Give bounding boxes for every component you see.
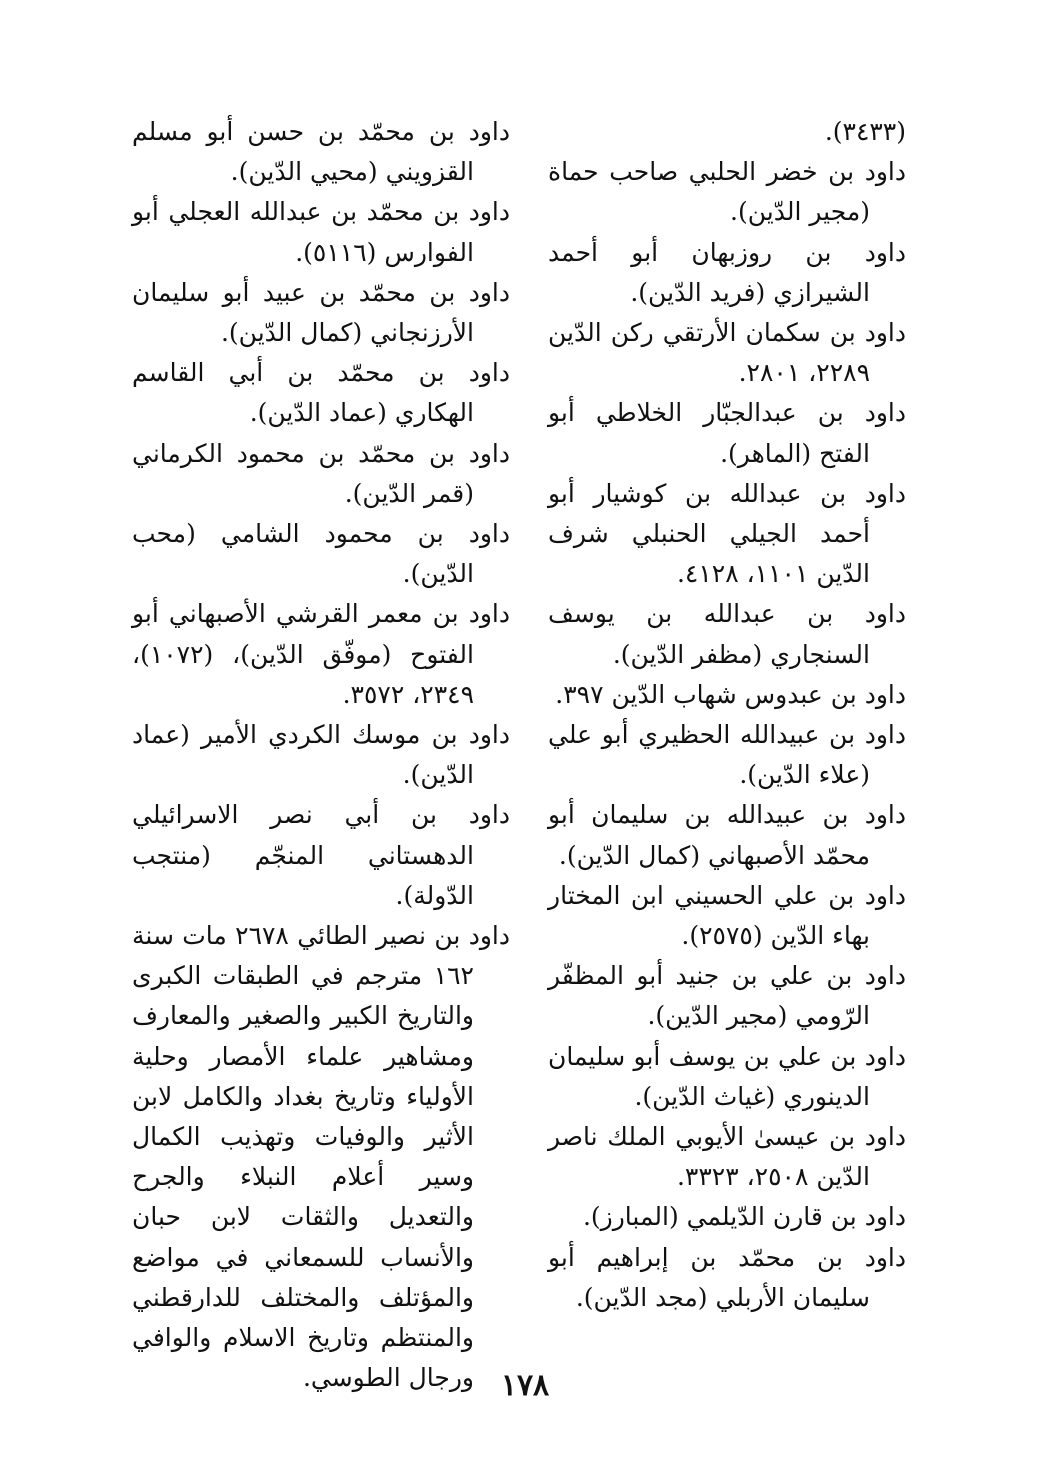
index-entry: داود بن عبيدالله بن سليمان أبو محمّد الأصبهاني (كمال الدّين).	[548, 800, 906, 870]
page-number: ١٧٨	[500, 1368, 550, 1403]
index-entry: داود بن محمّد بن إبراهيم أبو سليمان الأربلي (مجد الدّين).	[548, 1242, 906, 1312]
index-entry: داود بن عبدالله بن كوشيار أبو أحمد الجيلي الحنبلي شرف الدّين ١١٠١، ٤١٢٨.	[548, 478, 906, 589]
index-entry: داود بن معمر القرشي الأصبهاني أبو الفتوح (موفّق الدّين)، (١٠٧٢)، ٢٣٤٩، ٣٥٧٢.	[132, 599, 510, 709]
index-entry: داود بن نصير الطائي ٢٦٧٨ مات سنة ١٦٢ مترجم في الطبقات الكبرى والتاريخ الكبير والصغير والمعارف ومشاهير علماء الأمصار وحلية الأولياء وتاريخ بغداد والكامل لابن الأثير والوفيات وتهذيب الكمال وسير أعلام النبلاء والجرح والتعديل والثقات لابن حبان والأنساب للسمعاني في مواضع والمؤتلف والمختلف للدارقطني والمنتظم وتاريخ الاسلام والوافي ورجال الطوسي.	[132, 921, 510, 1393]
index-entry: داود بن روزبهان أبو أحمد الشيرازي (فريد الدّين).	[548, 237, 906, 307]
index-entry: (٣٤٣٣).	[824, 117, 906, 146]
index-entry: داود بن عيسىٰ الأيوبي الملك ناصر الدّين ٢٥٠٨، ٣٣٢٣.	[548, 1122, 906, 1192]
index-entry: داود بن أبي نصر الاسرائيلي الدهستاني المنجّم (منتجب الدّولة).	[132, 800, 510, 910]
index-entry: داود بن سكمان الأرتقي ركن الدّين ٢٢٨٩، ٢٨٠١.	[548, 318, 906, 388]
index-entry: داود بن محمود الشامي (محب الدّين).	[132, 519, 510, 589]
index-column-right	[548, 112, 906, 1318]
index-entry: داود بن خضر الحلبي صاحب حماة (مجير الدّين).	[548, 157, 906, 227]
index-entry: داود بن محمّد بن أبي القاسم الهكاري (عماد الدّين).	[132, 358, 510, 428]
index-entry: داود بن عبدوس شهاب الدّين ٣٩٧.	[555, 679, 906, 709]
index-entry: داود بن علي الحسيني ابن المختار بهاء الدّين (٢٥٧٥).	[548, 880, 906, 951]
index-entry: داود بن علي بن يوسف أبو سليمان الدينوري (غياث الدّين).	[548, 1041, 906, 1111]
index-entry: داود بن محمّد بن محمود الكرماني (قمر الدّين).	[132, 438, 510, 508]
index-entry: داود بن عبدالله بن يوسف السنجاري (مظفر الدّين).	[548, 599, 906, 669]
index-entry: داود بن علي بن جنيد أبو المظفّر الرّومي (مجير الدّين).	[548, 961, 906, 1031]
index-entry: داود بن محمّد بن عبدالله العجلي أبو الفوارس (٥١١٦).	[132, 197, 510, 267]
index-entry: داود بن محمّد بن حسن أبو مسلم القزويني (محيي الدّين).	[132, 117, 510, 187]
index-entry: داود بن محمّد بن عبيد أبو سليمان الأرزنجاني (كمال الدّين).	[132, 277, 510, 348]
index-entry: داود بن قارن الدّيلمي (المبارز).	[582, 1202, 906, 1232]
index-column-left	[132, 112, 510, 1399]
index-entry: داود بن عبدالجبّار الخلاطي أبو الفتح (الماهر).	[548, 398, 906, 468]
index-entry: داود بن موسك الكردي الأمير (عماد الدّين).	[132, 720, 510, 790]
index-entry: داود بن عبيدالله الحظيري أبو علي (علاء الدّين).	[548, 720, 906, 790]
